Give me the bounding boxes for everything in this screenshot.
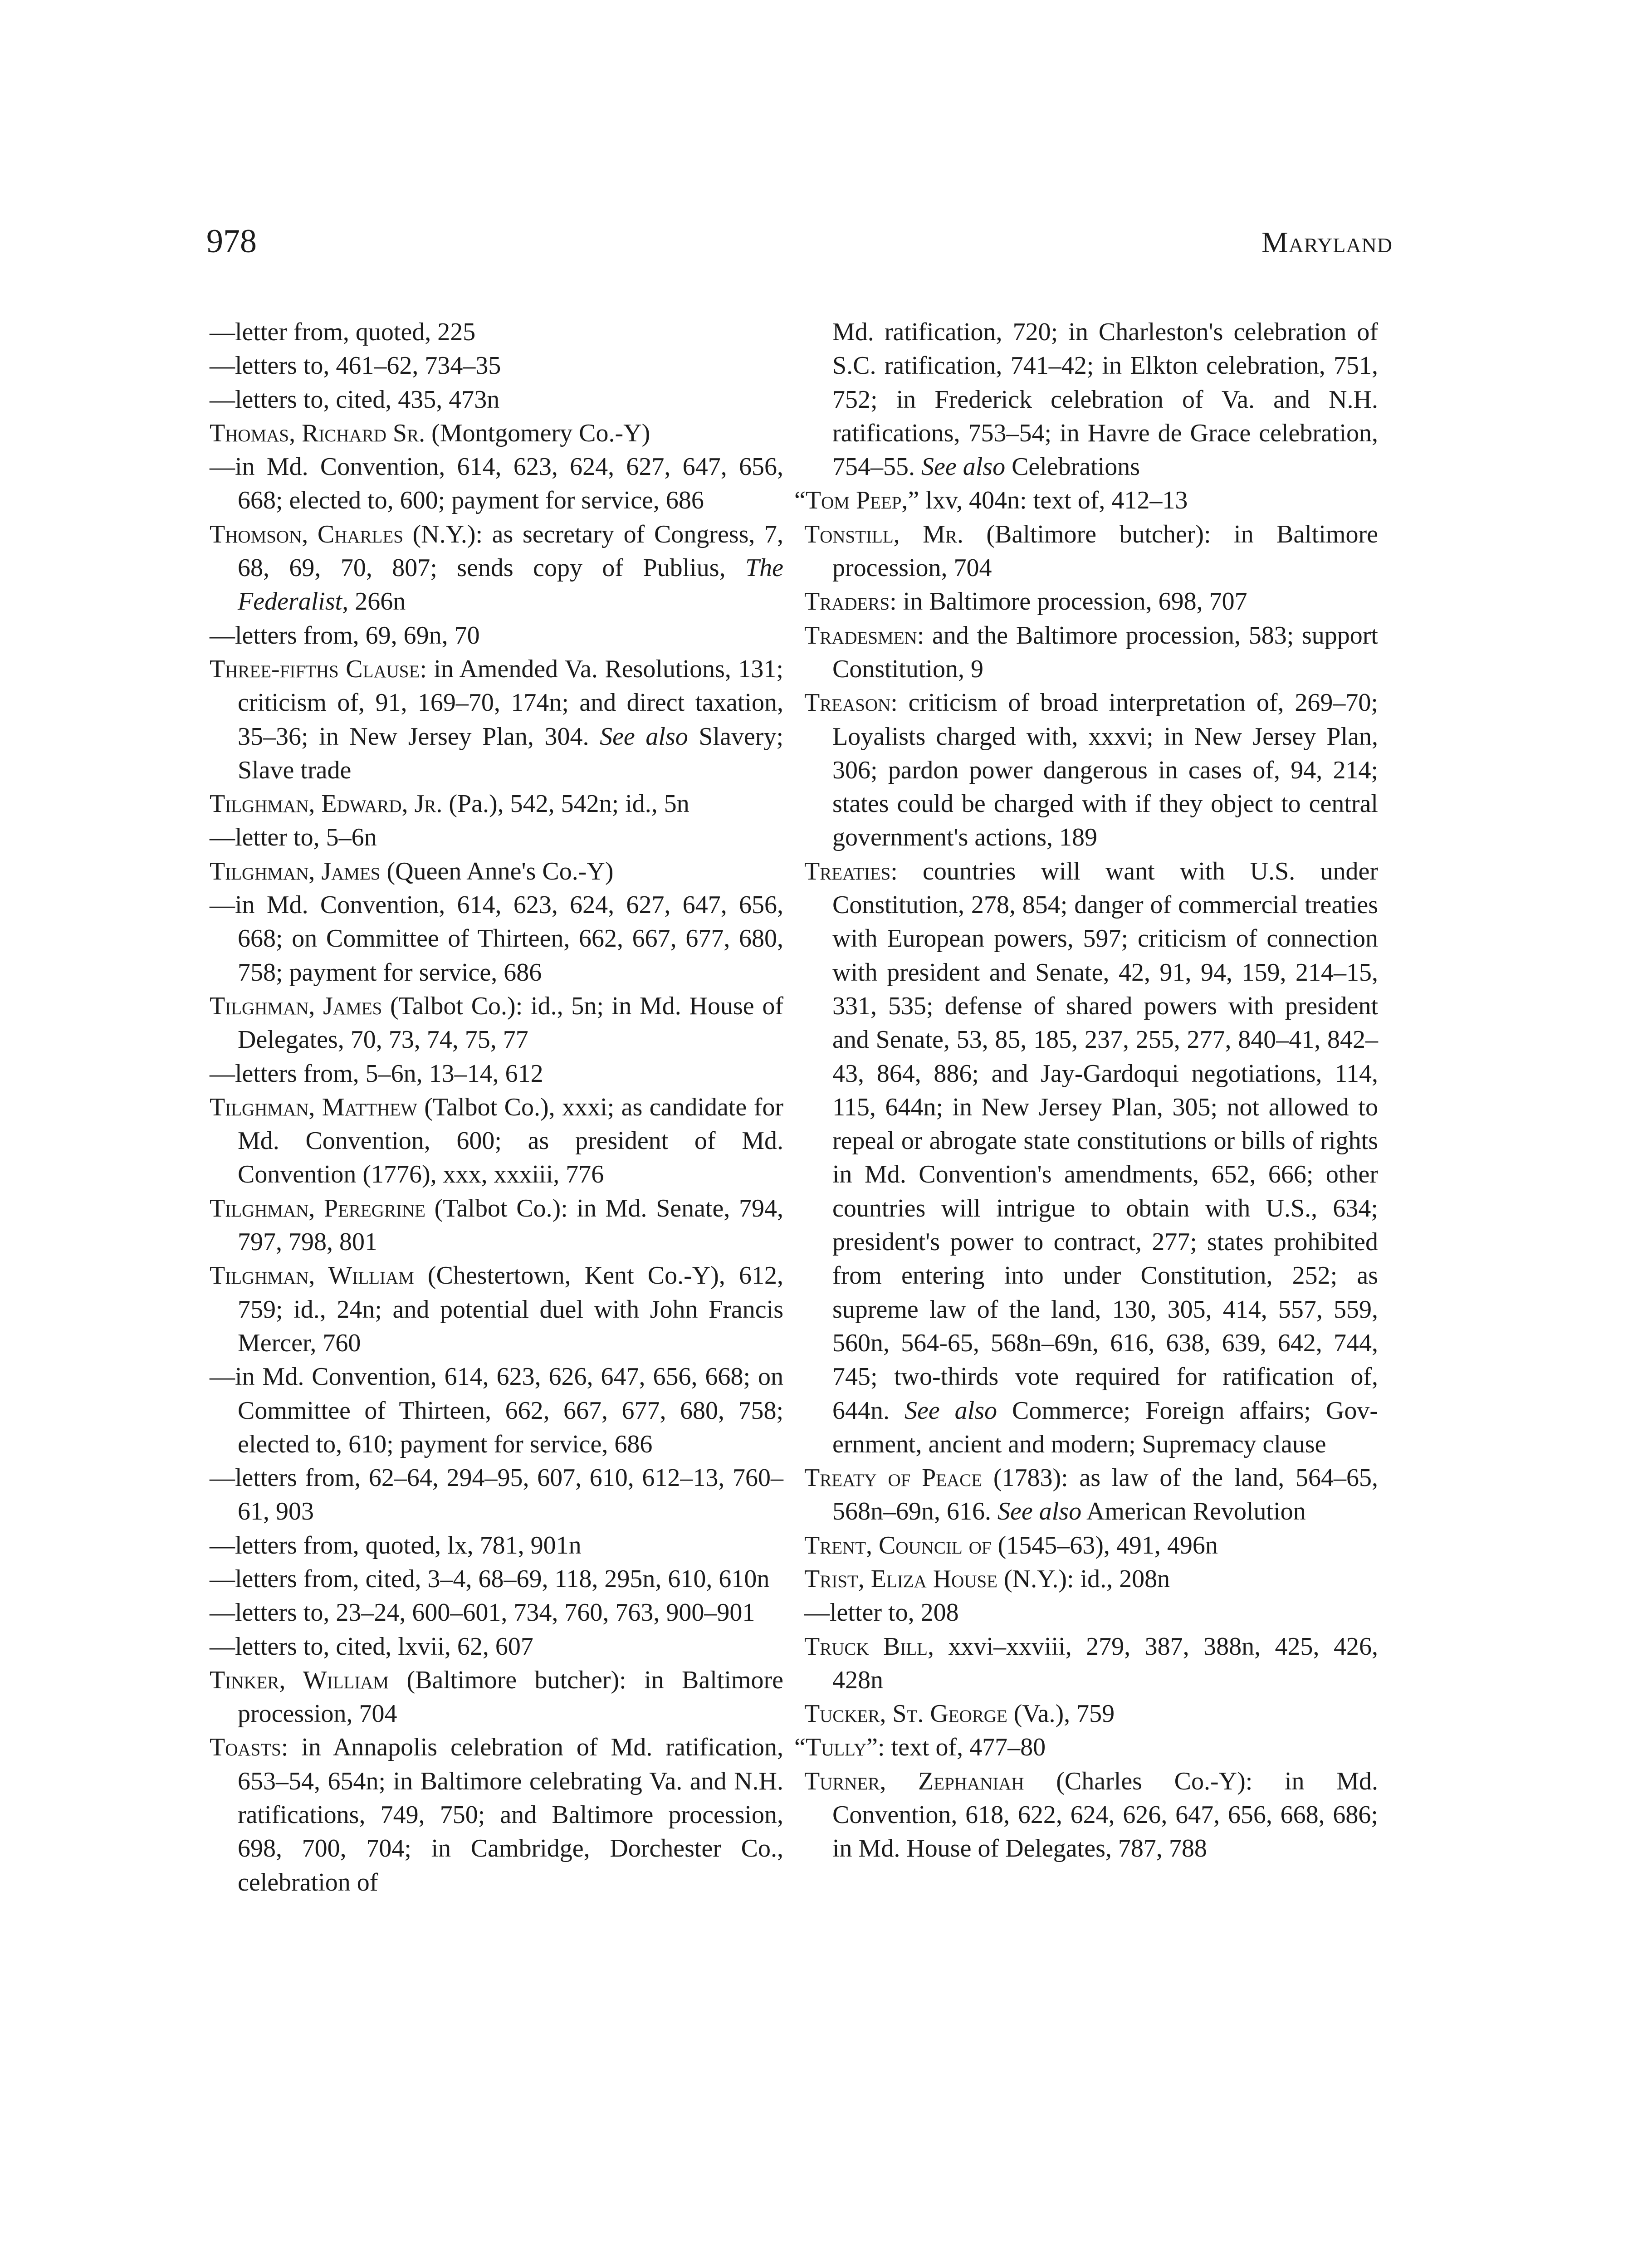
index-entry <box>210 888 783 989</box>
entry-text: (1545–63), 491, 496n <box>991 1531 1218 1559</box>
entry-heading: Tilghman, William <box>210 1261 414 1290</box>
entry-text: (N.Y.): as secretary of Congress, 7, 68, 69, 70, 807; sends copy of Publius, <box>238 520 784 582</box>
page-number: 978 <box>206 223 257 260</box>
index-entry <box>210 787 783 821</box>
entry-text: (1783): as law of the land, 564–65, 568n–69n, 616. <box>832 1464 1378 1526</box>
entry-text: : and the Baltimore procession, 583; support Constitution, 9 <box>832 621 1378 683</box>
entry-text: (Va.), 759 <box>1007 1700 1115 1728</box>
entry-heading: Trist, Eliza House <box>804 1564 998 1593</box>
index-entry <box>210 518 783 619</box>
entry-text: (Baltimore butcher): in Baltimore procession, 704 <box>832 520 1378 582</box>
entry-text: —letter to, 5–6n <box>210 823 377 852</box>
index-entry <box>804 619 1378 686</box>
entry-heading: Tinker, William <box>210 1666 389 1694</box>
entry-text: —letters to, 23–24, 600–601, 734, 760, 763, 900–901 <box>210 1598 755 1627</box>
entry-text: —in Md. Convention, 614, 623, 624, 627, 647, 656, 668; elected to, 600; payment for service, 686 <box>210 453 783 515</box>
entry-text: (Chestertown, Kent Co.-Y), 612, 759; id., 24n; and potential duel with John Francis Mercer, 760 <box>238 1261 783 1357</box>
entry-heading: Tilghman, Matthew <box>210 1093 417 1121</box>
index-entry <box>210 1630 783 1663</box>
index-entry <box>210 1529 783 1562</box>
index-entry <box>804 518 1378 585</box>
entry-heading: Three-fifths Clause <box>210 655 420 683</box>
entry-text: (Talbot Co.): id., 5n; in Md. House of Delegates, 70, 73, 74, 75, 77 <box>238 992 784 1054</box>
index-entry <box>210 855 783 888</box>
entry-text: —letter to, 208 <box>804 1598 959 1627</box>
entry-text: —letters from, quoted, lx, 781, 901n <box>210 1531 582 1559</box>
index-entry <box>804 686 1378 854</box>
entry-text: (Pa.), 542, 542n; id., 5n <box>442 790 689 818</box>
running-head: Maryland <box>1261 226 1393 259</box>
entry-text: (Talbot Co.): in Md. Senate, 794, 797, 798, 801 <box>238 1194 783 1256</box>
index-entry <box>210 450 783 518</box>
entry-heading: Tilghman, James <box>210 992 382 1020</box>
index-entry <box>804 855 1378 1461</box>
entry-text: —letters to, cited, 435, 473n <box>210 385 500 414</box>
entry-heading: Tilghman, James <box>210 857 381 885</box>
index-entry <box>210 1562 783 1596</box>
entry-heading: Thomas, Richard Sr. <box>210 419 425 447</box>
entry-text: , xxvi–xxviii, 279, 387, 388n, 425, 426, 428n <box>832 1632 1379 1694</box>
entry-text: (Baltimore butcher): in Baltimore procession, 704 <box>238 1666 783 1728</box>
entry-heading: “Tully” <box>794 1733 878 1762</box>
entry-cross-reference-label: See also <box>997 1497 1082 1526</box>
index-entry <box>804 1461 1378 1529</box>
index-entry <box>210 349 783 382</box>
entry-text: (Queen Anne's Co.-Y) <box>380 857 614 885</box>
entry-text: —letters from, 5–6n, 13–14, 612 <box>210 1059 543 1088</box>
index-entry <box>210 821 783 854</box>
entry-heading: Trent, Council of <box>804 1531 992 1559</box>
index-entry <box>794 1730 1378 1764</box>
index-entry <box>804 1697 1378 1730</box>
entry-heading: Tonstill, Mr. <box>804 520 963 548</box>
entry-text: —letters from, 62–64, 294–95, 607, 610, 612–13, 760–61, 903 <box>210 1464 783 1526</box>
entry-text: —letters from, cited, 3–4, 68–69, 118, 295n, 610, 610n <box>210 1564 770 1593</box>
entry-cross-reference: Commerce; Foreign affairs; Government, ancient and modern; Supremacy clause <box>832 1396 1379 1458</box>
entry-heading: Tilghman, Edward, Jr. <box>210 790 443 818</box>
index-entry <box>804 585 1378 618</box>
index-entry <box>210 1596 783 1629</box>
entry-heading: Truck Bill <box>804 1632 928 1661</box>
entry-text: —letters to, cited, lxvii, 62, 607 <box>210 1632 533 1661</box>
index-entry <box>210 989 783 1057</box>
entry-text: (Montgomery Co.-Y) <box>425 419 650 447</box>
entry-cross-reference: Slavery; Slave trade <box>238 722 784 784</box>
entry-text: —in Md. Convention, 614, 623, 626, 647, 656, 668; on Committee of Thirteen, 662, 667, 677, 680, 758; elected to, 610; payment for service, 686 <box>210 1363 783 1458</box>
entry-heading: Toasts <box>210 1733 281 1762</box>
entry-heading: Treaties <box>804 857 891 885</box>
index-entry <box>804 1529 1378 1562</box>
entry-text: —letter from, quoted, 225 <box>210 318 476 346</box>
index-entry <box>210 416 783 450</box>
index-entry <box>210 1192 783 1259</box>
index-entry <box>210 1090 783 1192</box>
entry-text: Md. ratification, 720; in Charleston's celebration of S.C. ratification, 741–42; in Elkton celebration, 751, 752; in Frederick celebration of Va. and N.H. ratifications, 753–54; in Havre de Grace celebration, 754–55. <box>832 318 1378 481</box>
entry-text: —in Md. Convention, 614, 623, 624, 627, 647, 656, 668; on Committee of Thirteen, 662, 667, 677, 680, 758; payment for service, 686 <box>210 891 783 987</box>
entry-text: (Talbot Co.), xxxi; as candidate for Md. Convention, 600; as president of Md. Convention (1776), xxx, xxxiii, 776 <box>238 1093 783 1189</box>
index-entry <box>210 1663 783 1731</box>
index-entry <box>210 1057 783 1090</box>
entry-heading: Turner, Zephaniah <box>804 1767 1024 1795</box>
entry-text: : text of, 477–80 <box>878 1733 1046 1762</box>
entry-heading: Tradesmen <box>804 621 917 650</box>
entry-heading: Traders <box>804 587 890 616</box>
index-entry <box>210 619 783 652</box>
entry-heading: Tucker, St. George <box>804 1700 1007 1728</box>
entry-heading: Thomson, Charles <box>210 520 403 548</box>
index-entry <box>804 1596 1378 1629</box>
index-entry <box>210 652 783 787</box>
entry-text: (N.Y.): id., 208n <box>997 1564 1170 1593</box>
index-entry <box>210 1259 783 1360</box>
entry-text: : countries will want with U.S. under Constitution, 278, 854; danger of commercial treaties with European powers, 597; criticism of connection with president and Senate, 42, 91, 94, 159, 214–15, 331, 535; defense of shared powers with president and Senate, 53, 85, 185, 237, 255, 277, 840–41, 842–43, 864, 886; and Jay-Gardoqui negotiations, 114, 115, 644n; in New Jersey Plan, 305; not allowed to repeal or abrogate state constitutions or bills of rights in Md. Convention's amendments, 652, 666; other countries will intrigue to obtain with U.S., 634; president's power to contract, 277; states prohibited from entering into under Constitution, 252; as supreme law of the land, 130, 305, 414, 557, 559, 560n, 564-65, 568n–69n, 616, 638, 639, 642, 744, 745; two-thirds vote required for ratification of, 644n. <box>832 857 1378 1425</box>
index-column-left <box>210 315 783 1899</box>
entry-text: : in Annapolis celebration of Md. ratification, 653–54, 654n; in Baltimore celebrating Va. and N.H. ratifications, 749, 750; and Baltimore procession, 698, 700, 704; in Cambridge, Dorchester Co., celebration of <box>238 1733 783 1897</box>
index-entry <box>804 1765 1378 1866</box>
entry-cross-reference-label: See also <box>921 453 1006 481</box>
entry-cross-reference-label: See also <box>904 1396 997 1425</box>
index-entry <box>210 1360 783 1461</box>
index-entry <box>794 484 1378 517</box>
entry-text: lxv, 404n: text of, 412–13 <box>919 486 1188 515</box>
entry-text: (Charles Co.-Y): in Md. Convention, 618, 622, 624, 626, 647, 656, 668, 686; in Md. House of Delegates, 787, 788 <box>832 1767 1378 1863</box>
entry-cross-reference-label: The Federalist, <box>238 554 783 616</box>
entry-cross-reference-label: See also <box>600 722 688 751</box>
index-entry <box>210 315 783 349</box>
entry-text: : criticism of broad interpretation of, 269–70; Loyalists charged with, xxxvi; in New Jersey Plan, 306; pardon power dangerous in cases of, 94, 214; states could be charged with if they object to central government's actions, 189 <box>832 689 1378 852</box>
index-entry <box>210 1730 783 1899</box>
index-entry <box>804 1630 1378 1697</box>
index-entry <box>210 1461 783 1529</box>
entry-heading: “Tom Peep,” <box>794 486 919 515</box>
index-column-right <box>794 315 1379 1866</box>
entry-text: : in Amended Va. Resolutions, 131; criticism of, 91, 169–70, 174n; and direct taxation, 35–36; in New Jersey Plan, 304. <box>238 655 783 751</box>
entry-cross-reference: 266n <box>348 587 406 616</box>
entry-cross-reference: Celebrations <box>1005 453 1140 481</box>
index-entry <box>804 315 1378 484</box>
entry-text: —letters from, 69, 69n, 70 <box>210 621 480 650</box>
index-entry <box>210 383 783 416</box>
entry-cross-reference: American Revolution <box>1081 1497 1306 1526</box>
entry-text: : in Baltimore procession, 698, 707 <box>890 587 1247 616</box>
index-entry <box>804 1562 1378 1596</box>
entry-heading: Treaty of Peace <box>804 1464 983 1492</box>
entry-heading: Treason <box>804 689 891 717</box>
entry-text: —letters to, 461–62, 734–35 <box>210 352 501 380</box>
entry-heading: Tilghman, Peregrine <box>210 1194 425 1222</box>
